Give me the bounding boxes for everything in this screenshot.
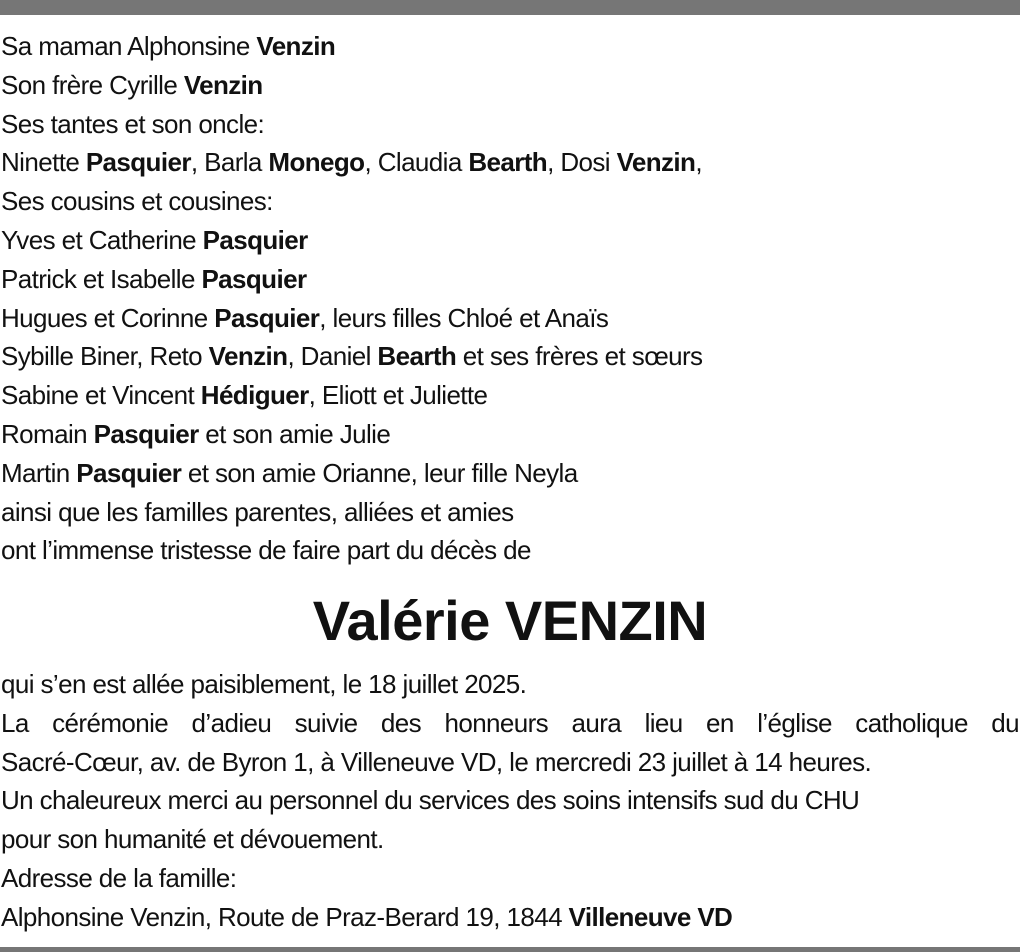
family-line-text: Martin [1, 457, 77, 488]
family-line-text: , Barla [190, 147, 269, 178]
address-line [1, 898, 1019, 937]
ceremony-line-1: La cérémonie d’adieu suivie des honneurs aura lieu en l’église catholique du [1, 707, 1019, 738]
family-line-text: et son amie Orianne, leur fille Neyla [181, 457, 578, 488]
family-line [1, 415, 1019, 454]
family-surname: Bearth [377, 341, 457, 372]
family-line [1, 182, 1019, 221]
family-line-text: Ses cousins et cousines: [1, 186, 273, 217]
family-line-text: Patrick et Isabelle [1, 263, 202, 294]
family-surname: Bearth [468, 147, 548, 178]
family-line-text: , Daniel [287, 341, 378, 372]
family-line [1, 143, 1019, 182]
bottom-rule [0, 947, 1020, 952]
family-surname: Hédiguer [200, 380, 309, 411]
family-line-text: Romain [1, 418, 94, 449]
family-surname: Pasquier [93, 418, 199, 449]
family-surname: Pasquier [201, 263, 307, 294]
family-surname: Venzin [208, 341, 288, 372]
family-surname: Pasquier [214, 302, 320, 333]
family-line [1, 376, 1019, 415]
family-line-text: , Claudia [364, 147, 469, 178]
family-line [1, 66, 1019, 105]
family-line [1, 454, 1019, 493]
family-surname: Venzin [183, 69, 263, 100]
family-line-text: Son frère Cyrille [1, 69, 184, 100]
address-city: Villeneuve VD [568, 901, 733, 932]
family-line-text: Ninette [1, 147, 86, 178]
family-list [1, 27, 1019, 570]
family-surname: Pasquier [202, 224, 308, 255]
family-line-text: Sabine et Vincent [1, 380, 201, 411]
family-line [1, 221, 1019, 260]
deceased-name: Valérie VENZIN [312, 589, 708, 652]
notice-details [1, 665, 1019, 937]
family-line-text: Sa maman Alphonsine [1, 31, 257, 61]
family-line [1, 493, 1019, 532]
family-surname: Monego [268, 147, 365, 178]
family-line-text: Yves et Catherine [1, 224, 203, 255]
family-line-text: Sybille Biner, Reto [1, 341, 209, 372]
family-surname: Venzin [256, 31, 336, 61]
family-line-text: ainsi que les familles parentes, alliées et amies [1, 496, 514, 527]
family-line [1, 260, 1019, 299]
family-line-text: Ses tantes et son oncle: [1, 108, 265, 139]
address-text: Alphonsine Venzin, Route de Praz-Berard 19, 1844 [1, 901, 569, 932]
family-surname: Pasquier [76, 457, 182, 488]
passing-line: qui s’en est allée paisiblement, le 18 juillet 2025. [1, 669, 527, 699]
family-line [1, 27, 1019, 66]
top-rule [0, 0, 1020, 15]
family-line [1, 299, 1019, 338]
family-line [1, 531, 1019, 570]
family-line-text: , Dosi [547, 147, 617, 178]
address-label: Adresse de la famille: [1, 862, 237, 893]
family-surname: Venzin [616, 147, 696, 178]
family-line-text: et son amie Julie [198, 418, 391, 449]
family-line-text: , Eliott et Juliette [308, 380, 488, 411]
family-line-text: ont l’immense tristesse de faire part du décès de [1, 535, 531, 566]
family-line [1, 105, 1019, 144]
family-line-text: Hugues et Corinne [1, 302, 215, 333]
thanks-line-2: pour son humanité et dévouement. [1, 824, 384, 855]
family-line [1, 337, 1019, 376]
family-surname: Pasquier [85, 147, 191, 178]
family-line-text: , [695, 147, 702, 178]
family-line-text: et ses frères et sœurs [456, 341, 703, 372]
thanks-line-1: Un chaleureux merci au personnel du services des soins intensifs sud du CHU [1, 785, 860, 816]
ceremony-line-2: Sacré-Cœur, av. de Byron 1, à Villeneuve VD, le mercredi 23 juillet à 14 heures. [1, 746, 872, 777]
family-line-text: , leurs filles Chloé et Anaïs [319, 302, 609, 333]
